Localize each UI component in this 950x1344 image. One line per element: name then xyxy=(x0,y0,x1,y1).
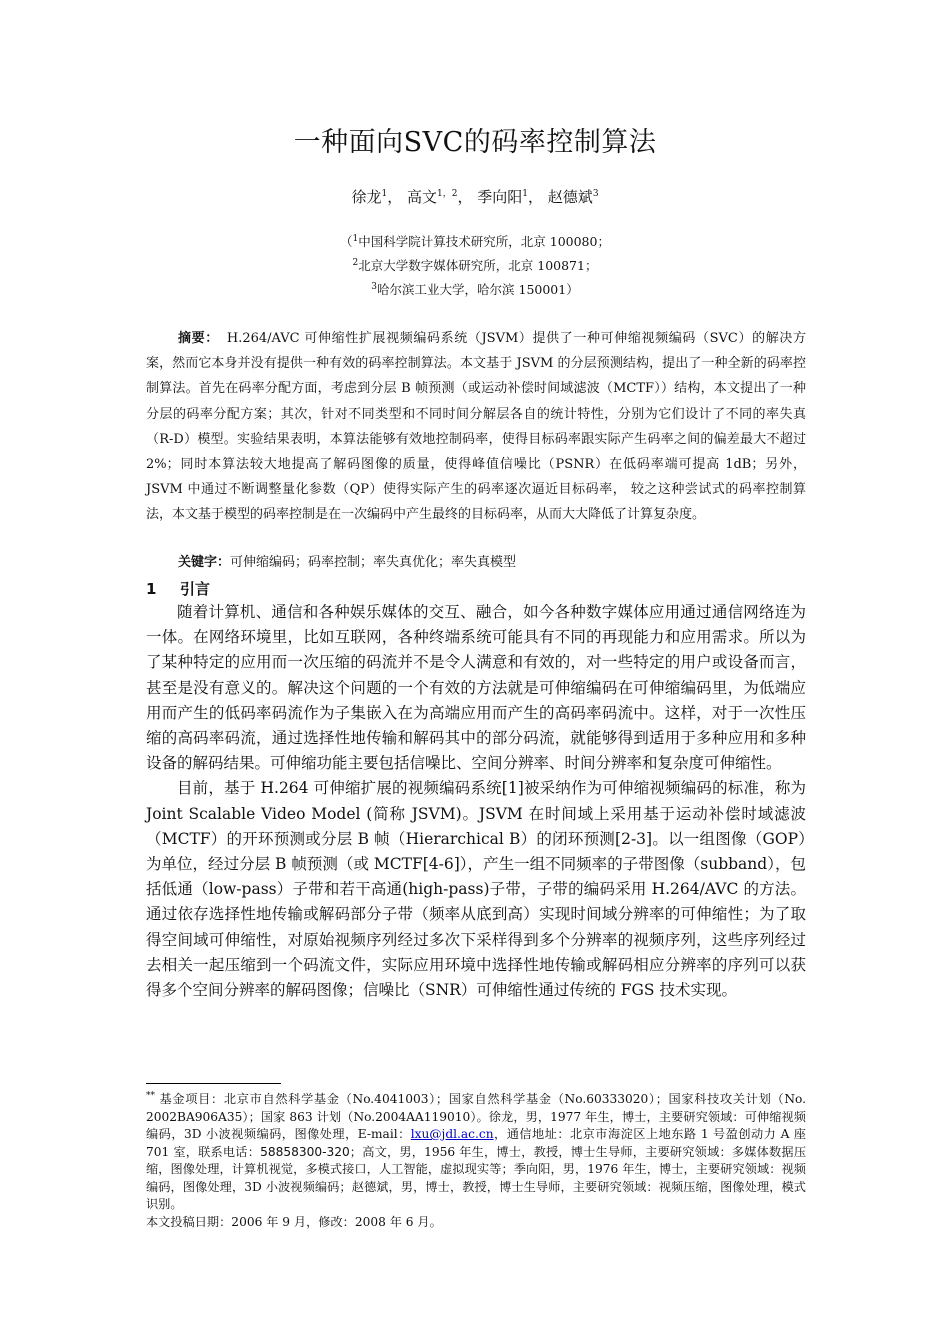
body-paragraph: 随着计算机、通信和各种娱乐媒体的交互、融合，如今各种数字媒体应用通过通信网络连为一体。在网络环境里，比如互联网，各种终端系统可能具有不同的再现能力和应用需求。所以为了某种特定的应用而一次压缩的码流并不是令人满意和有效的，对一些特定的用户或设备而言，甚至是没有意义的。解决这个问题的一个有效的方法就是可伸缩编码在可伸缩编码里，为低端应用而产生的低码率码流作为子集嵌入在为高端应用而产生的高码率码流中。这样，对于一次性压缩的高码率码流，通过选择性地传输和解码其中的部分码流，就能够得到适用于多种应用和多种设备的解码结果。可伸缩功能主要包括信噪比、空间分辨率、时间分辨率和复杂度可伸缩性。 xyxy=(146,603,806,773)
author-name: 高文 xyxy=(406,188,437,206)
section-number: 1 xyxy=(146,580,157,598)
footnote-text: 基金项目：北京市自然科学基金（No.4041003）；国家自然科学基金（No.60333020）；国家科技攻关计划（No. 2002BA906A35）；国家 863 计划（No.2004AA119010）。徐龙，男，1977 年生，博士，主要研究领域：可伸缩视频编码，3D 小波视频编码，图像处理，E-mail： xyxy=(146,1092,806,1141)
author-list xyxy=(0,186,950,207)
affiliation-line xyxy=(0,256,950,274)
footnote-marker: ** xyxy=(146,1090,155,1101)
affiliation-text: 哈尔滨工业大学，哈尔滨 150001） xyxy=(377,282,579,297)
keywords-text: 可伸缩编码；码率控制；率失真优化；率失真模型 xyxy=(230,555,517,570)
abstract-label: 摘要： xyxy=(178,331,219,346)
affiliation-mark: 2 xyxy=(352,257,359,268)
author-separator: ， xyxy=(457,188,473,206)
affiliation-line xyxy=(0,280,950,298)
footnote-phone: 58858300-320 xyxy=(260,1144,350,1159)
body-paragraph: 目前，基于 H.264 可伸缩扩展的视频编码系统[1]被采纳作为可伸缩视频编码的标准，称为 Joint Scalable Video Model (简称 JSVM)。JSVM 在时间域上采用基于运动补偿时域滤波（MCTF）的开环预测或分层 B 帧（Hierarchical B）的闭环预测[2-3]。以一组图像（GOP）为单位，经过分层 B 帧预测（或 MCTF[4-6]），产生一组不同频率的子带图像（subband），包括低通（low-pass）子带和若干高通(high-pass)子带，子带的编码采用 H.264/AVC 的方法。通过依存选择性地传输或解码部分子带（频率从底到高）实现时间域分辨率的可伸缩性；为了取得空间域可伸缩性，对原始视频序列经过多次下采样得到多个分辨率的视频序列，这些序列经过去相关一起压缩到一个码流文件，实际应用环境中选择性地传输或解码相应分辨率的序列可以获得多个空间分辨率的解码图像；信噪比（SNR）可伸缩性通过传统的 FGS 技术实现。 xyxy=(146,779,806,1000)
keywords-label: 关键字： xyxy=(178,555,231,570)
author-name: 赵德斌 xyxy=(547,188,593,206)
author-name: 徐龙 xyxy=(351,188,382,206)
affiliation-mark: 3 xyxy=(371,281,378,292)
keywords xyxy=(178,551,806,570)
affiliation-text: 中国科学院计算技术研究所，北京 100080； xyxy=(358,234,610,249)
affiliation-line xyxy=(0,232,950,250)
footnote-email-link[interactable]: lxu@jdl.ac.cn xyxy=(410,1127,494,1141)
footnote xyxy=(146,1091,806,1231)
footnote-dates: 本文投稿日期：2006 年 9 月，修改：2008 年 6 月。 xyxy=(146,1214,442,1229)
section-title: 引言 xyxy=(180,580,211,598)
abstract xyxy=(146,326,806,528)
body-text xyxy=(146,600,806,1003)
author-separator: ， xyxy=(528,188,544,206)
abstract-text: H.264/AVC 可伸缩性扩展视频编码系统（JSVM）提供了一种可伸缩视频编码（SVC）的解决方案，然而它本身并没有提供一种有效的码率控制算法。本文基于 JSVM 的分层预测结构，提出了一种全新的码率控制算法。首先在码率分配方面，考虑到分层 B 帧预测（或运动补偿时间域滤波（MCTF））结构，本文提出了一种分层的码率分配方案；其次，针对不同类型和不同时间分解层各自的统计特性，分别为它们设计了不同的率失真（R-D）模型。实验结果表明，本算法能够有效地控制码率，使得目标码率跟实际产生码率之间的偏差最大不超过 2%；同时本算法较大地提高了解码图像的质量，使得峰值信噪比（PSNR）在低码率端可提高 1dB；另外， JSVM 中通过不断调整量化参数（QP）使得实际产生的码率逐次逼近目标码率， 较之这种尝试式的码率控制算法，本文基于模型的码率控制是在一次编码中产生最终的目标码率，从而大大降低了计算复杂度。 xyxy=(146,331,806,523)
footnote-rule xyxy=(146,1083,281,1084)
author-affiliation-mark: 1 xyxy=(381,189,388,199)
author-separator: ， xyxy=(387,188,403,206)
author-affiliation-mark: 1 xyxy=(522,189,528,199)
paper-title: 一种面向SVC的码率控制算法 xyxy=(293,127,657,158)
footnote-text: ，通信地址：北京市海淀区上地东路 1 号盈创动力 A 座 701 室，联系电话： xyxy=(146,1127,806,1159)
affiliation-text: 北京大学数字媒体研究所，北京 100871； xyxy=(358,258,598,273)
section-heading xyxy=(146,578,210,599)
affiliation-open-paren: （ xyxy=(340,234,353,249)
footnote-text: ；高文，男，1956 年生，博士，教授，博士生导师，主要研究领域：多媒体数据压缩，图像处理，计算机视觉，多模式接口，人工智能，虚拟现实等；季向阳，男，1976 年生，博士，主要研究领域：视频编码，图像处理，3D 小波视频编码；赵德斌，男，博士，教授，博士生导师，主要研究领域：视频压缩，图像处理，模式识别。 xyxy=(146,1144,807,1211)
author-name: 季向阳 xyxy=(477,188,523,206)
author-affiliation-mark: 1，2 xyxy=(437,189,458,199)
author-affiliation-mark: 3 xyxy=(592,189,599,199)
affiliation-mark: 1 xyxy=(352,233,359,244)
